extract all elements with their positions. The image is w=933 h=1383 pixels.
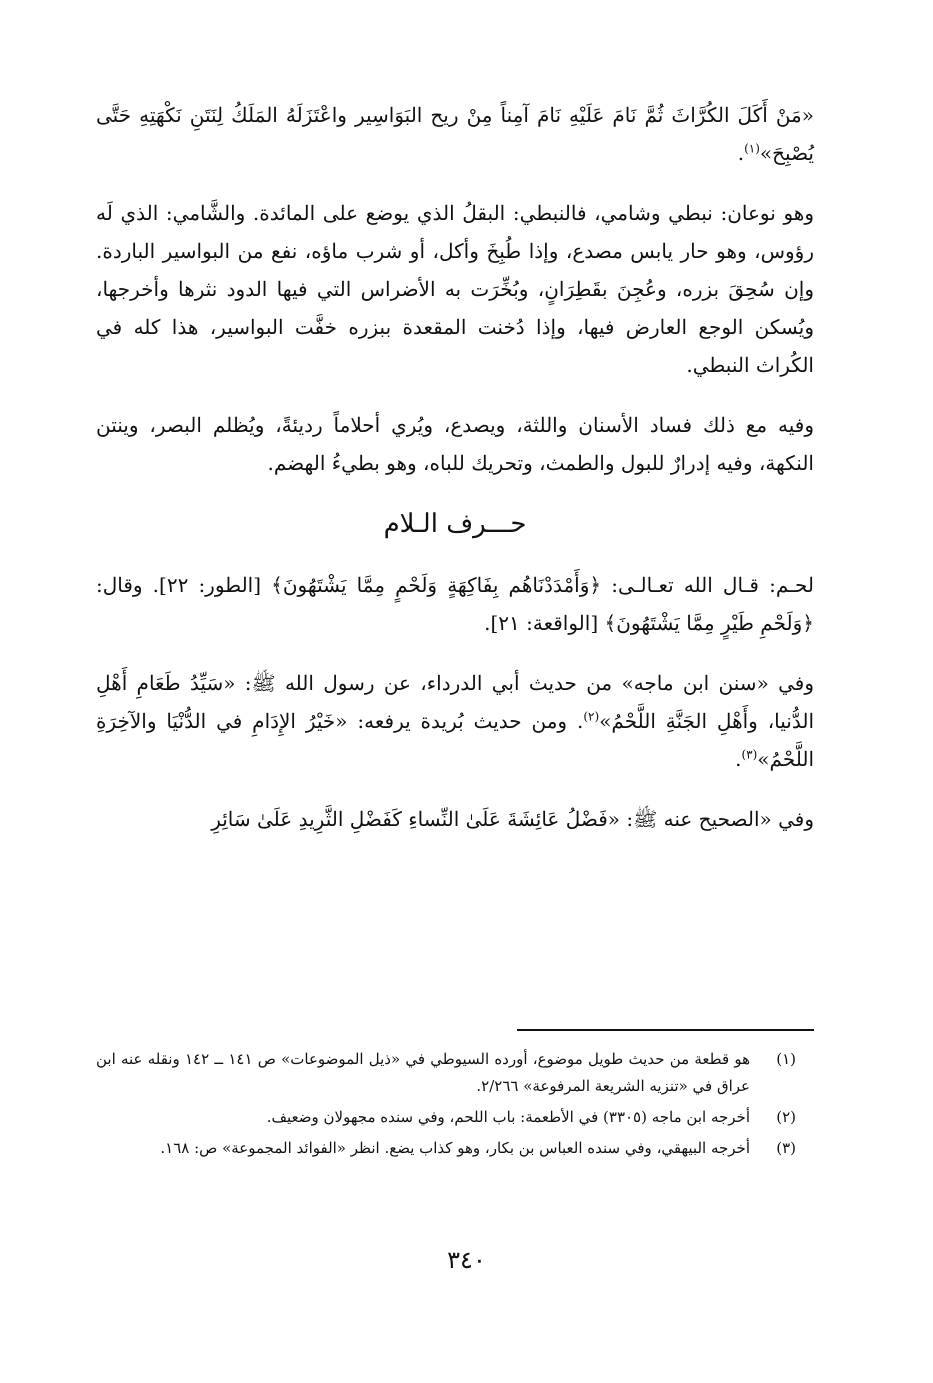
footnote-number: (٣)	[776, 1139, 796, 1157]
footnote-divider	[517, 1029, 814, 1031]
paragraph-leek-harms: وفيه مع ذلك فساد الأسنان واللثة، ويصدع، ويُري أحلاماً رديئةً، ويُظلم البصر، وينتن النكهة، وفيه إدرارٌ للبول والطمث، وتحريك للباه، وهو بطيءُ الهضم.	[96, 413, 814, 475]
footnote-text: أخرجه البيهقي، وفي سنده العباس بن بكار، وهو كذاب يضع. انظر «الفوائد المجموعة» ص: ١٦٨.	[160, 1139, 750, 1157]
page-number: ٣٤٠	[447, 1246, 486, 1274]
footnote-text: هو قطعة من حديث طويل موضوع، أورده السيوطي في «ذيل الموضوعات» ص ١٤١ ــ ١٤٢ ونقله عنه ابن عراق في «تنزيه الشريعة المرفوعة» ٢/٢٦٦.	[96, 1050, 751, 1095]
footnote-ref-3[interactable]: (٣)	[741, 747, 758, 762]
paragraph-text: «مَنْ أَكَلَ الكُرَّاثَ ثُمَّ نَامَ عَلَيْهِ نَامَ آمِناً مِنْ ريح البَوَاسِير واعْتَزَلَهُ المَلَكُ لِنَتَنِ نَكْهَتِهِ حَتَّى يُصْبِحَ»	[96, 103, 814, 165]
page-body	[96, 96, 814, 860]
paragraph-end: .	[737, 141, 745, 165]
footnote-item	[96, 1135, 796, 1162]
paragraph-meat-verses: لحـم: قـال الله تعـالـى: ﴿وَأَمْدَدْنَاهُم بِفَاكِهَةٍ وَلَحْمٍ مِمَّا يَشْتَهُونَ﴾ [الطور: ٢٢]. وقال: ﴿وَلَحْمِ طَيْرٍ مِمَّا يَشْتَهُونَ﴾ [الواقعة: ٢١].	[96, 573, 814, 635]
footnote-item	[96, 1046, 796, 1100]
paragraph-text: وفي «سنن ابن ماجه» من حديث أبي الدرداء، عن رسول الله ﷺ: «سَيِّدُ طَعَامِ أَهْلِ الدُّنيا، وأَهْلِ الجَنَّةِ اللَّحْمُ»	[96, 671, 815, 733]
paragraph-text: . ومن حديث بُريدة يرفعه: «خَيْرُ الإِدَامِ في الدُّنْيَا والآخِرَةِ اللَّحْمُ»	[96, 709, 814, 771]
footnote-text: أخرجه ابن ماجه (٣٣٠٥) في الأطعمة: باب اللحم، وفي سنده مجهولان وضعيف.	[266, 1108, 750, 1126]
section-heading-lam: حـــرف الـلام	[383, 509, 527, 539]
paragraph-leek-types: وهو نوعان: نبطي وشامي، فالنبطي: البقلُ الذي يوضع على المائدة. والشَّامي: الذي لَه رؤوس، وهو حار يابس مصدع، وإذا طُبِخَ وأكل، أو شرب ماؤه، نفع من البواسير الباردة. وإن سُحِقَ بزره، وعُجِنَ بقَطِرَانٍ، وبُخِّرَت به الأضراس التي فيها الدود نثرها وأخرجها، ويُسكن الوجع العارض فيها، وإذا دُخنت المقعدة ببزره خفَّت البواسير، هذا كله في الكُراث النبطي.	[96, 201, 814, 377]
footnote-ref-1[interactable]: (١)	[744, 141, 760, 156]
paragraph-aisha-hadith: وفي «الصحيح عنه ﷺ: «فَضْلُ عَائِشَةَ عَلَىٰ النِّساءِ كَفَضْلِ الثَّرِيدِ عَلَىٰ سَائِرِ	[211, 807, 814, 831]
paragraph-end: .	[735, 747, 742, 771]
footnote-ref-2[interactable]: (٢)	[583, 709, 600, 724]
footnote-number: (٢)	[776, 1108, 796, 1126]
paragraph-hadith-leek	[96, 96, 814, 172]
footnote-number: (١)	[776, 1050, 796, 1068]
footnotes	[96, 1046, 796, 1166]
footnote-item	[96, 1104, 796, 1131]
paragraph-meat-hadith	[96, 664, 814, 778]
